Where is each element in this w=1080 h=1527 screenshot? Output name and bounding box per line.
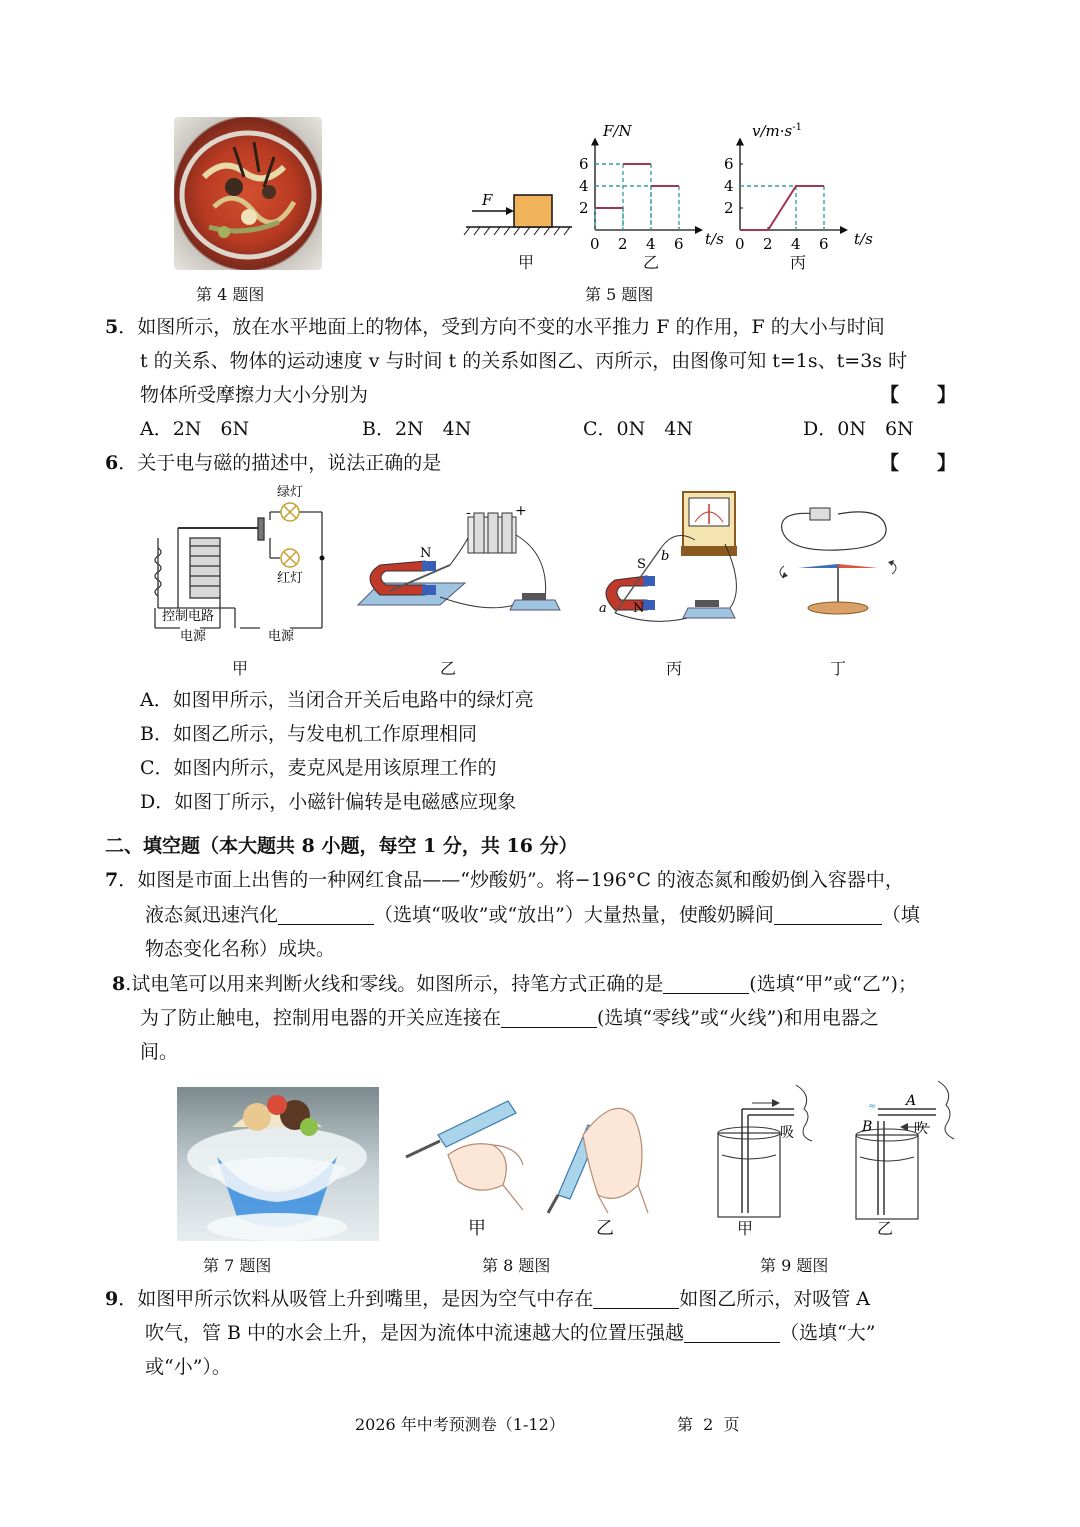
pole-s-label: S <box>637 557 646 572</box>
tube-b-label: B <box>862 1119 873 1135</box>
red-lamp-label: 红灯 <box>277 571 304 586</box>
x-tick-label: 0 <box>735 235 745 253</box>
x-tick-label: 2 <box>763 235 773 253</box>
y-axis-arrow <box>736 138 744 146</box>
q5-line2: t 的关系、物体的运动速度 v 与时间 t 的关系如图乙、丙所示，由图像可知 t=1s、t=3s 时 <box>140 350 908 372</box>
fig9-caption: 第 9 题图 <box>760 1256 829 1275</box>
power-label-1: 电源 <box>180 629 207 644</box>
y-tick-label: 4 <box>579 177 589 195</box>
q5-option-c: C．0N 4N <box>583 418 693 440</box>
fig6-yi-label: 乙 <box>440 659 457 678</box>
section2-heading: 二、填空题（本大题共 8 小题，每空 1 分，共 16 分） <box>105 835 578 857</box>
q8-blank-1[interactable] <box>663 971 749 994</box>
fig4-photo <box>174 117 322 270</box>
x-tick-label: 4 <box>646 235 656 253</box>
q6-option-a: A．如图甲所示，当闭合开关后电路中的绿灯亮 <box>140 689 534 711</box>
y-tick-label: 2 <box>724 199 734 217</box>
fig4-caption: 第 4 题图 <box>196 285 265 304</box>
q5-number: 5 <box>105 316 119 338</box>
fig5-yi-label: 乙 <box>643 253 660 272</box>
q7-line2: 液态氮迅速汽化 （选填“吸收”或“放出”）大量热量，使酸奶瞬间 （填 <box>145 904 920 926</box>
plus-terminal-label: + <box>515 503 527 519</box>
q7-number: 7 <box>105 869 119 891</box>
q5-option-d: D．0N 6N <box>803 418 914 440</box>
q9-number: 9 <box>105 1288 119 1310</box>
q8-number: 8 <box>112 973 126 995</box>
q5-line3: 物体所受摩擦力大小分别为 <box>140 384 369 406</box>
fig5-jia-diagram <box>460 185 580 245</box>
fig9-yi-label: 乙 <box>877 1219 894 1238</box>
xi-label: 吸 <box>780 1125 794 1141</box>
x-tick-label: 0 <box>590 235 600 253</box>
v-chart-ylabel: v/m·s <box>752 122 793 140</box>
q9-blank-1[interactable] <box>593 1286 679 1309</box>
q8-line1: 8.试电笔可以用来判断火线和零线。如图所示，持笔方式正确的是 (选填“甲”或“乙”)； <box>112 973 917 995</box>
f-chart-ylabel: F/N <box>603 122 632 140</box>
v-chart-xlabel: t/s <box>854 230 873 248</box>
q6-option-c: C．如图内所示，麦克风是用该原理工作的 <box>140 757 497 779</box>
fig6-bing-generator <box>595 488 755 628</box>
wire-b-label: b <box>661 549 670 564</box>
q8-line3: 间。 <box>140 1041 179 1063</box>
y-tick-label: 4 <box>724 177 734 195</box>
svg-text:v/m·s-1 <box>752 122 802 140</box>
q7-blank-1[interactable] <box>278 902 374 925</box>
x-tick-label: 6 <box>674 235 684 253</box>
q8-blank-2[interactable] <box>501 1005 597 1028</box>
fig6-yi-motor <box>350 505 570 625</box>
q9-line3: 或“小”）。 <box>145 1356 231 1378</box>
q6-answer-bracket: 【 】 <box>880 452 957 474</box>
chui-label: 吹 <box>914 1121 928 1137</box>
pole-n-label-bing: N <box>633 601 645 616</box>
q9-line1: 9．如图甲所示饮料从吸管上升到嘴里，是因为空气中存在 如图乙所示，对吸管 A <box>105 1288 871 1310</box>
fig5-jia-label: 甲 <box>518 253 535 272</box>
fig5-caption: 第 5 题图 <box>585 285 654 304</box>
q6-option-b: B．如图乙所示，与发电机工作原理相同 <box>140 723 477 745</box>
fig6-ding-label: 丁 <box>830 659 847 678</box>
wire-a-label: a <box>599 601 607 616</box>
fig6-bing-label: 丙 <box>666 659 683 678</box>
q5-line1: 5．如图所示，放在水平地面上的物体，受到方向不变的水平推力 F 的作用，F 的大小与时间 <box>105 316 885 338</box>
x-tick-label: 6 <box>819 235 829 253</box>
fig5-bing-label: 丙 <box>790 253 807 272</box>
tube-a-label: A <box>906 1093 917 1109</box>
q5-option-a: A．2N 6N <box>140 418 250 440</box>
fig6-ding-oersted <box>768 500 908 625</box>
minus-terminal-label: - <box>466 505 471 521</box>
q9-line2: 吹气，管 B 中的水会上升，是因为流体中流速越大的位置压强越 （选填“大” <box>145 1322 876 1344</box>
q8-line2: 为了防止触电，控制用电器的开关应连接在 (选填“零线”或“火线”)和用电器之 <box>140 1007 879 1029</box>
power-label-2: 电源 <box>268 629 295 644</box>
f-chart-xlabel: t/s <box>705 230 724 248</box>
fig8-caption: 第 8 题图 <box>482 1256 551 1275</box>
q7-line3: 物态变化名称）成块。 <box>145 938 336 960</box>
svg-text:≈: ≈ <box>868 1101 877 1112</box>
x-axis-arrow <box>840 226 848 234</box>
v-chart-ysup: -1 <box>792 122 802 133</box>
y-axis-arrow <box>591 138 599 146</box>
x-tick-label: 2 <box>618 235 628 253</box>
q7-line1: 7．如图是市面上出售的一种网红食品——“炒酸奶”。将−196°C 的液态氮和酸奶倒入容器中， <box>105 869 904 891</box>
footer-exam-title: 2026 年中考预测卷（1-12） <box>355 1415 565 1434</box>
fig8-test-pen-holding <box>398 1085 663 1215</box>
fig7-photo <box>177 1087 379 1241</box>
fig8-jia-label: 甲 <box>468 1218 486 1239</box>
x-axis-arrow <box>695 226 703 234</box>
fig6-jia-relay-circuit <box>140 478 340 648</box>
fig6-jia-label: 甲 <box>232 659 249 678</box>
q5-option-b: B．2N 4N <box>362 418 472 440</box>
y-tick-label: 6 <box>724 155 734 173</box>
fig5-v-t-chart <box>718 120 878 253</box>
force-label: F <box>482 191 493 209</box>
fig8-yi-label: 乙 <box>596 1218 614 1239</box>
pole-n-label: N <box>420 546 432 561</box>
control-circuit-label: 控制电路 <box>162 609 215 624</box>
y-tick-label: 6 <box>579 155 589 173</box>
q6-option-d: D．如图丁所示，小磁针偏转是电磁感应现象 <box>140 791 517 813</box>
fig5-f-t-chart <box>575 120 724 253</box>
block <box>514 195 552 227</box>
q7-blank-2[interactable] <box>774 902 882 925</box>
y-tick-label: 2 <box>579 199 589 217</box>
q6-stem: 6．关于电与磁的描述中，说法正确的是 <box>105 452 442 474</box>
green-lamp-label: 绿灯 <box>277 485 304 500</box>
q6-number: 6 <box>105 452 119 474</box>
fig7-caption: 第 7 题图 <box>203 1256 272 1275</box>
q5-answer-bracket: 【 】 <box>880 384 957 406</box>
footer-page-number: 第 2 页 <box>677 1415 740 1434</box>
q9-blank-2[interactable] <box>684 1320 780 1343</box>
fig9-jia-label: 甲 <box>737 1219 754 1238</box>
series-line <box>740 186 824 230</box>
x-tick-label: 4 <box>791 235 801 253</box>
